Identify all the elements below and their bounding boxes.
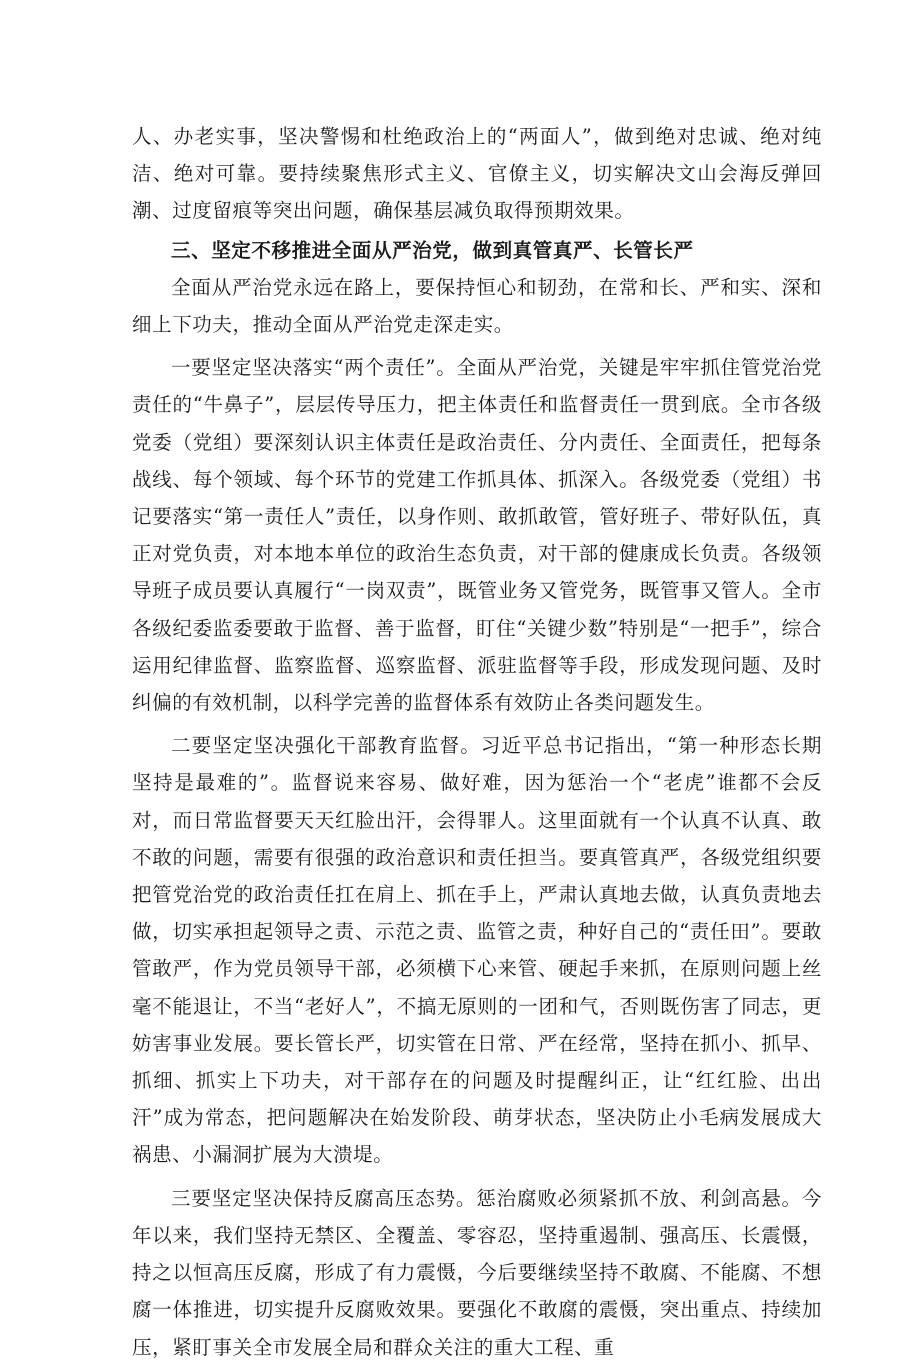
paragraph-point-two: 二要坚定坚决强化干部教育监督。习近平总书记指出，“第一种形态长期坚持是最难的”。监督说来容易、做好难，因为惩治一个“老虎”谁都不会反对，而日常监督要天天红脸出汗，会得罪人。这里面就有一个认真不认真、敢不敢的问题，需要有很强的政治意识和责任担当。要真管真严，各级党组织要把管党治党的政治责任扛在肩上、抓在手上，严肃认真地去做，认真负责地去做，切实承担起领导之责、示范之责、监管之责，种好自己的“责任田”。要敢管敢严，作为党员领导干部，必须横下心来管、硬起手来抓，在原则问题上丝毫不能退让，不当“老好人”，不搞无原则的一团和气，否则既伤害了同志，更妨害事业发展。要长管长严，切实管在日常、严在经常，坚持在抓小、抓早、抓细、抓实上下功夫，对干部存在的问题及时提醒纠正，让“红红脸、出出汗”成为常态，把问题解决在始发阶段、萌芽状态，坚决防止小毛病发展成大祸患、小漏洞扩展为大溃堤。: [132, 734, 822, 1167]
paragraph-intro: 全面从严治党永远在路上，要保持恒心和韧劲，在常和长、严和实、深和细上下功夫，推动全面从严治党走深走实。: [132, 275, 822, 337]
section-heading: 三、坚定不移推进全面从严治党，做到真管真严、长管长严: [171, 238, 694, 262]
paragraph-continuation: 人、办老实事，坚决警惕和杜绝政治上的“两面人”，做到绝对忠诚、绝对纯洁、绝对可靠。要持续聚焦形式主义、官僚主义，切实解决文山会海反弹回潮、过度留痕等突出问题，确保基层减负取得预期效果。: [132, 125, 822, 223]
document-body: [132, 118, 822, 1366]
paragraph-point-three: 三要坚定坚决保持反腐高压态势。惩治腐败必须紧抓不放、利剑高悬。今年以来，我们坚持无禁区、全覆盖、零容忍，坚持重遏制、强高压、长震慑，持之以恒高压反腐，形成了有力震慑，今后要继续坚持不敢腐、不能腐、不想腐一体推进，切实提升反腐败效果。要强化不敢腐的震慑，突出重点、持续加压，紧盯事关全市发展全局和群众关注的重大工程、重: [132, 1186, 822, 1359]
paragraph-point-one: 一要坚定坚决落实“两个责任”。全面从严治党，关键是牢牢抓住管党治党责任的“牛鼻子”，层层传导压力，把主体责任和监督责任一贯到底。全市各级党委（党组）要深刻认识主体责任是政治责任、分内责任、全面责任，把每条战线、每个领域、每个环节的党建工作抓具体、抓深入。各级党委（党组）书记要落实“第一责任人”责任，以身作则、敢抓敢管，管好班子、带好队伍，真正对党负责，对本地本单位的政治生态负责，对干部的健康成长负责。各级领导班子成员要认真履行“一岗双责”，既管业务又管党务，既管事又管人。全市各级纪委监委要敢于监督、善于监督，盯住“关键少数”特别是“一把手”，综合运用纪律监督、监察监督、巡察监督、派驻监督等手段，形成发现问题、及时纠偏的有效机制，以科学完善的监督体系有效防止各类问题发生。: [132, 356, 822, 715]
